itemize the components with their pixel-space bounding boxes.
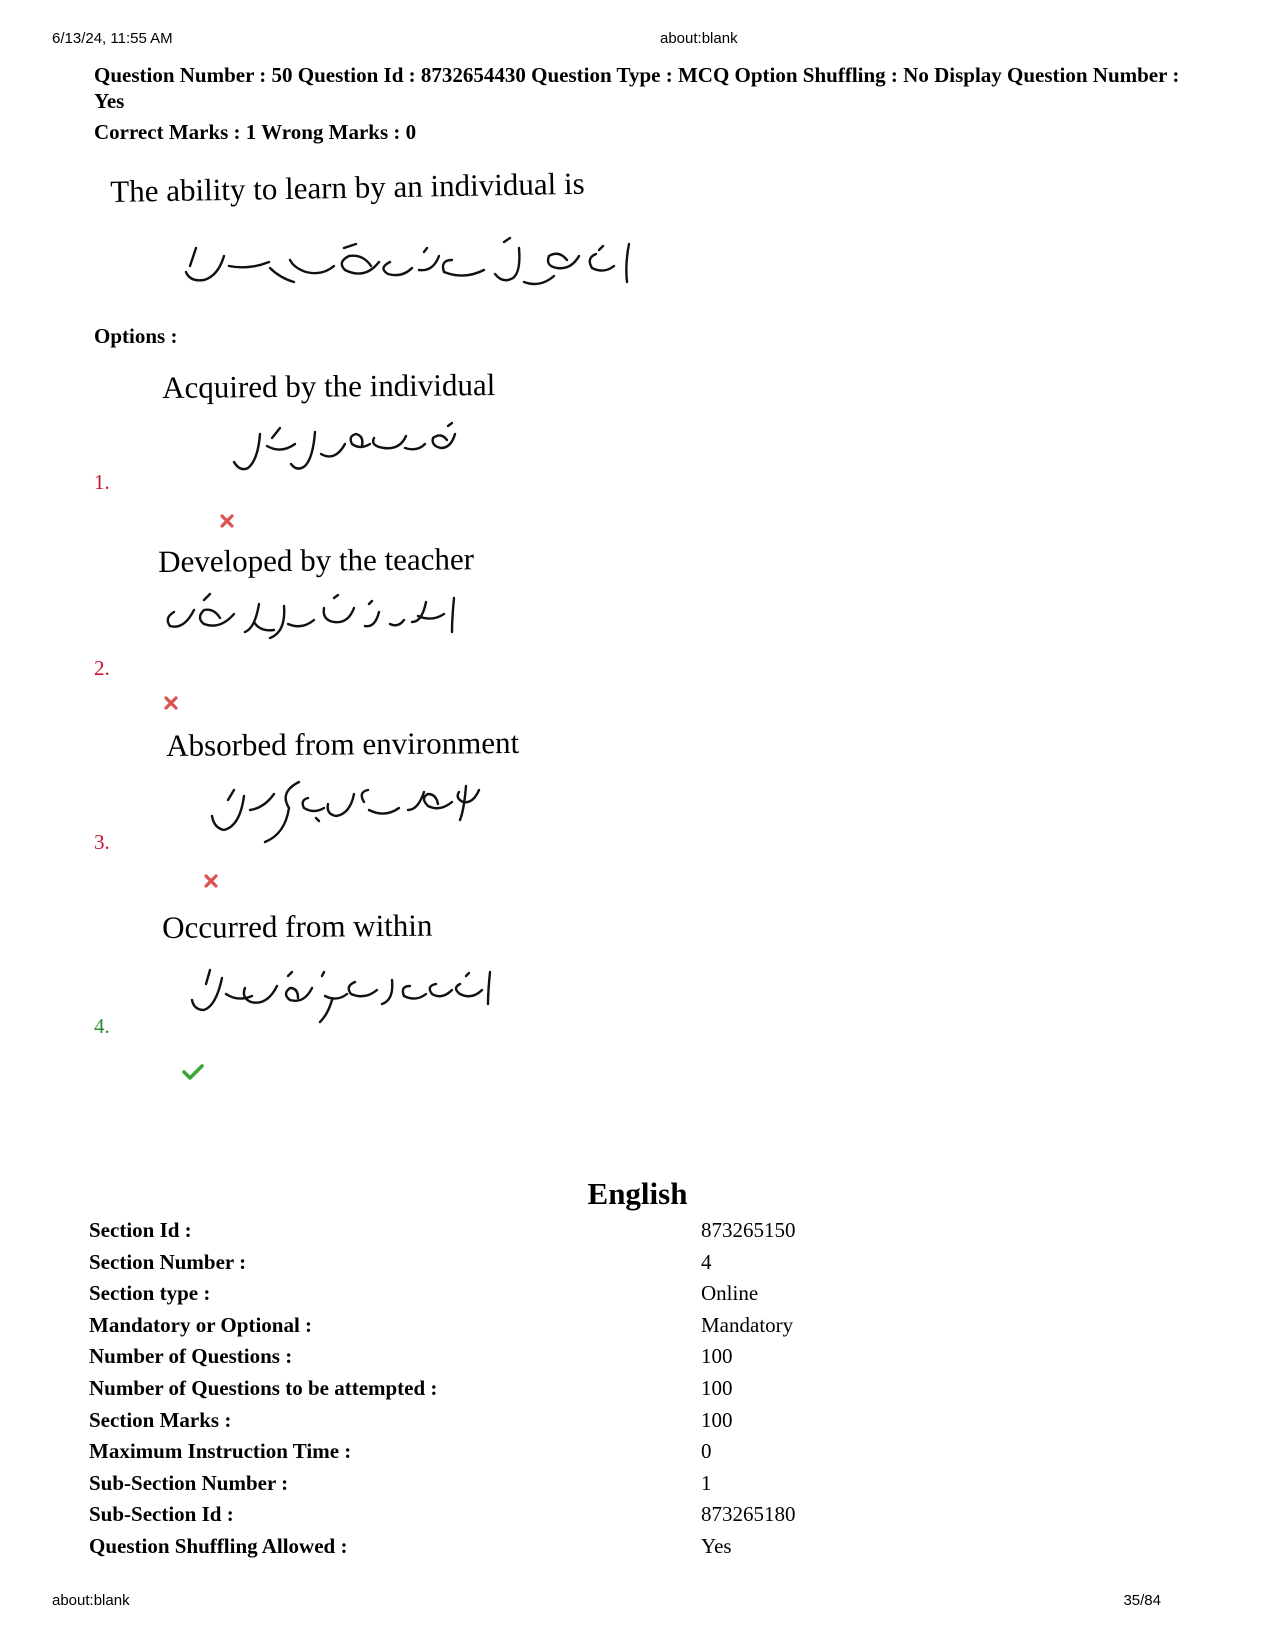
option-text-english: Acquired by the individual [162, 367, 496, 405]
option-text-urdu-handwriting [204, 772, 494, 852]
option-text-urdu-handwriting [182, 960, 502, 1040]
print-footer-url: about:blank [52, 1592, 130, 1609]
section-field-value: Yes [701, 1533, 732, 1558]
option-text-english: Occurred from within [162, 907, 433, 945]
option-text-english: Developed by the teacher [158, 541, 475, 579]
question-meta: Question Number : 50 Question Id : 8732654430 Question Type : MCQ Option Shuffling : No Display Question Number : Yes [94, 63, 1180, 113]
section-field-value: 0 [701, 1439, 712, 1464]
section-field-value: Online [701, 1281, 759, 1306]
option-number: 3. [94, 830, 116, 855]
section-field-label: Maximum Instruction Time : [89, 1439, 352, 1464]
section-field-value: 100 [701, 1407, 733, 1432]
section-field-label: Number of Questions : [89, 1344, 293, 1369]
section-field-value: Mandatory [701, 1312, 794, 1337]
option-number: 1. [94, 470, 116, 495]
option-number: 4. [94, 1014, 116, 1039]
option-text-urdu-handwriting [220, 414, 470, 484]
section-field-value: 873265180 [701, 1502, 796, 1527]
option-text-english: Absorbed from environment [166, 724, 520, 763]
section-field-label: Question Shuffling Allowed : [89, 1533, 348, 1558]
section-field-label: Section Number : [89, 1249, 247, 1274]
section-field-label: Sub-Section Number : [89, 1470, 289, 1495]
section-field-label: Mandatory or Optional : [89, 1312, 313, 1337]
section-field-label: Section type : [89, 1281, 211, 1306]
section-field-label: Number of Questions to be attempted : [89, 1375, 438, 1400]
section-field-value: 873265150 [701, 1218, 796, 1242]
print-header-url: about:blank [660, 30, 738, 47]
option-text-urdu-handwriting [164, 584, 464, 664]
page-number: 35/84 [1123, 1592, 1161, 1609]
question-text-urdu-handwriting [174, 226, 654, 306]
options-label: Options : [94, 324, 178, 348]
section-field-value: 1 [701, 1470, 712, 1495]
print-datetime: 6/13/24, 11:55 AM [52, 30, 173, 47]
section-field-label: Sub-Section Id : [89, 1502, 234, 1527]
section-field-label: Section Marks : [89, 1407, 232, 1432]
section-field-value: 4 [701, 1249, 712, 1274]
option-number: 2. [94, 656, 116, 681]
section-field-label: Section Id : [89, 1218, 192, 1242]
section-field-value: 100 [701, 1344, 733, 1369]
section-title: English [587, 1176, 688, 1211]
question-image [104, 166, 684, 316]
question-marks: Correct Marks : 1 Wrong Marks : 0 [94, 120, 417, 144]
section-field-value: 100 [701, 1375, 733, 1400]
question-text-english: The ability to learn by an individual is [110, 165, 585, 209]
